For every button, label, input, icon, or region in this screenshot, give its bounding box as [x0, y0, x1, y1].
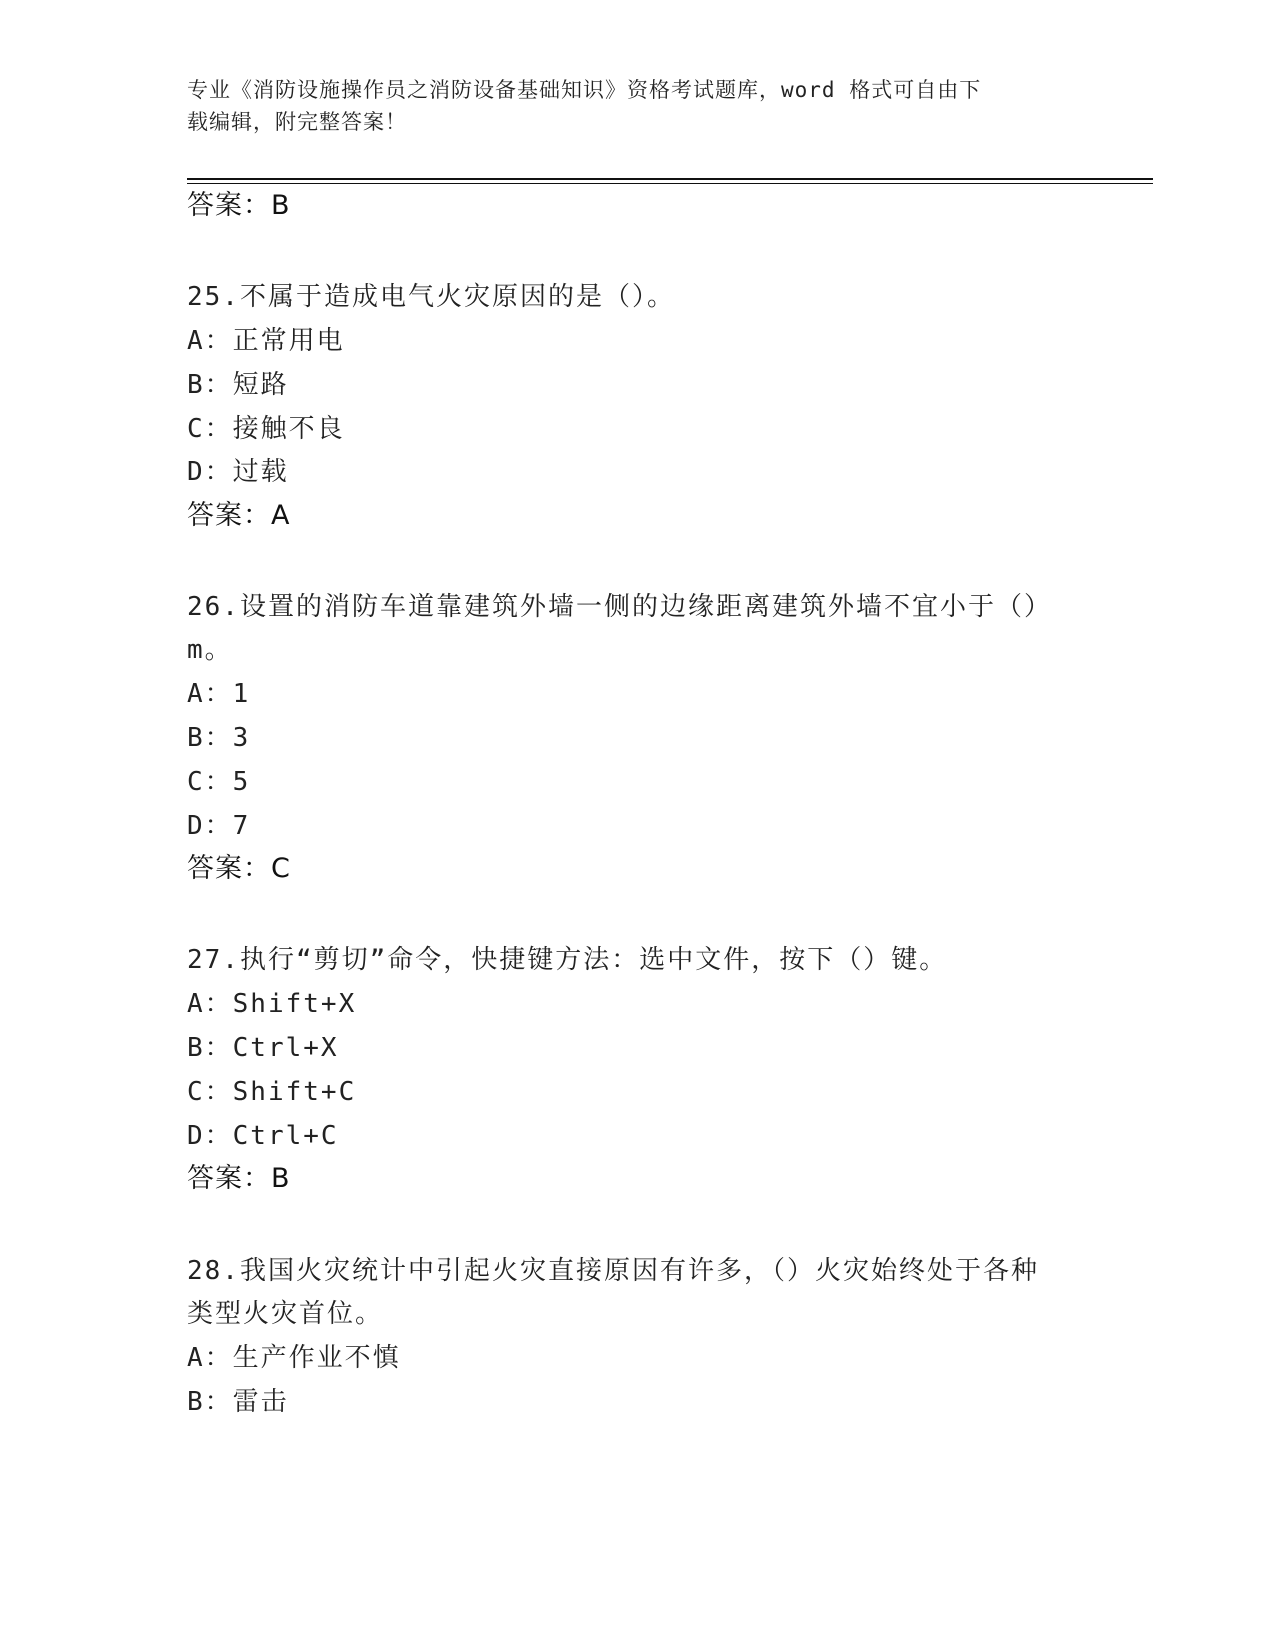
answer-line: 答案：B — [187, 1163, 291, 1194]
option-a: A：1 — [187, 679, 251, 709]
header-divider-thick — [187, 178, 1153, 180]
header-line-1: 专业《消防设施操作员之消防设备基础知识》资格考试题库，word 格式可自由下 — [187, 78, 982, 102]
option-d: D：Ctrl+C — [187, 1121, 339, 1151]
question-stem-26: 26.设置的消防车道靠建筑外墙一侧的边缘距离建筑外墙不宜小于（） — [187, 592, 1052, 622]
answer-line: 答案：B — [187, 190, 291, 221]
answer-line: 答案：C — [187, 853, 291, 884]
option-b: B：3 — [187, 723, 251, 753]
option-d: D：7 — [187, 811, 251, 841]
question-stem-28-cont: 类型火灾首位。 — [187, 1299, 384, 1329]
question-stem-27: 27.执行“剪切”命令，快捷键方法：选中文件，按下（）键。 — [187, 945, 948, 975]
option-b: B：短路 — [187, 370, 289, 400]
document-header — [187, 74, 1067, 138]
option-a: A：生产作业不慎 — [187, 1343, 401, 1373]
option-c: C：接触不良 — [187, 414, 345, 444]
option-b: B：雷击 — [187, 1387, 289, 1417]
answer-line: 答案：A — [187, 500, 291, 531]
option-a: A：Shift+X — [187, 989, 357, 1019]
option-b: B：Ctrl+X — [187, 1033, 339, 1063]
question-stem-25: 25.不属于造成电气火灾原因的是（）。 — [187, 282, 675, 312]
option-c: C：Shift+C — [187, 1077, 357, 1107]
option-c: C：5 — [187, 767, 251, 797]
option-a: A：正常用电 — [187, 326, 345, 356]
question-stem-26-cont: m。 — [187, 635, 233, 665]
header-divider-thin — [187, 183, 1153, 184]
option-d: D：过载 — [187, 457, 289, 487]
question-stem-28: 28.我国火灾统计中引起火灾直接原因有许多，（）火灾始终处于各种 — [187, 1256, 1039, 1286]
header-line-2: 载编辑，附完整答案！ — [187, 110, 407, 134]
